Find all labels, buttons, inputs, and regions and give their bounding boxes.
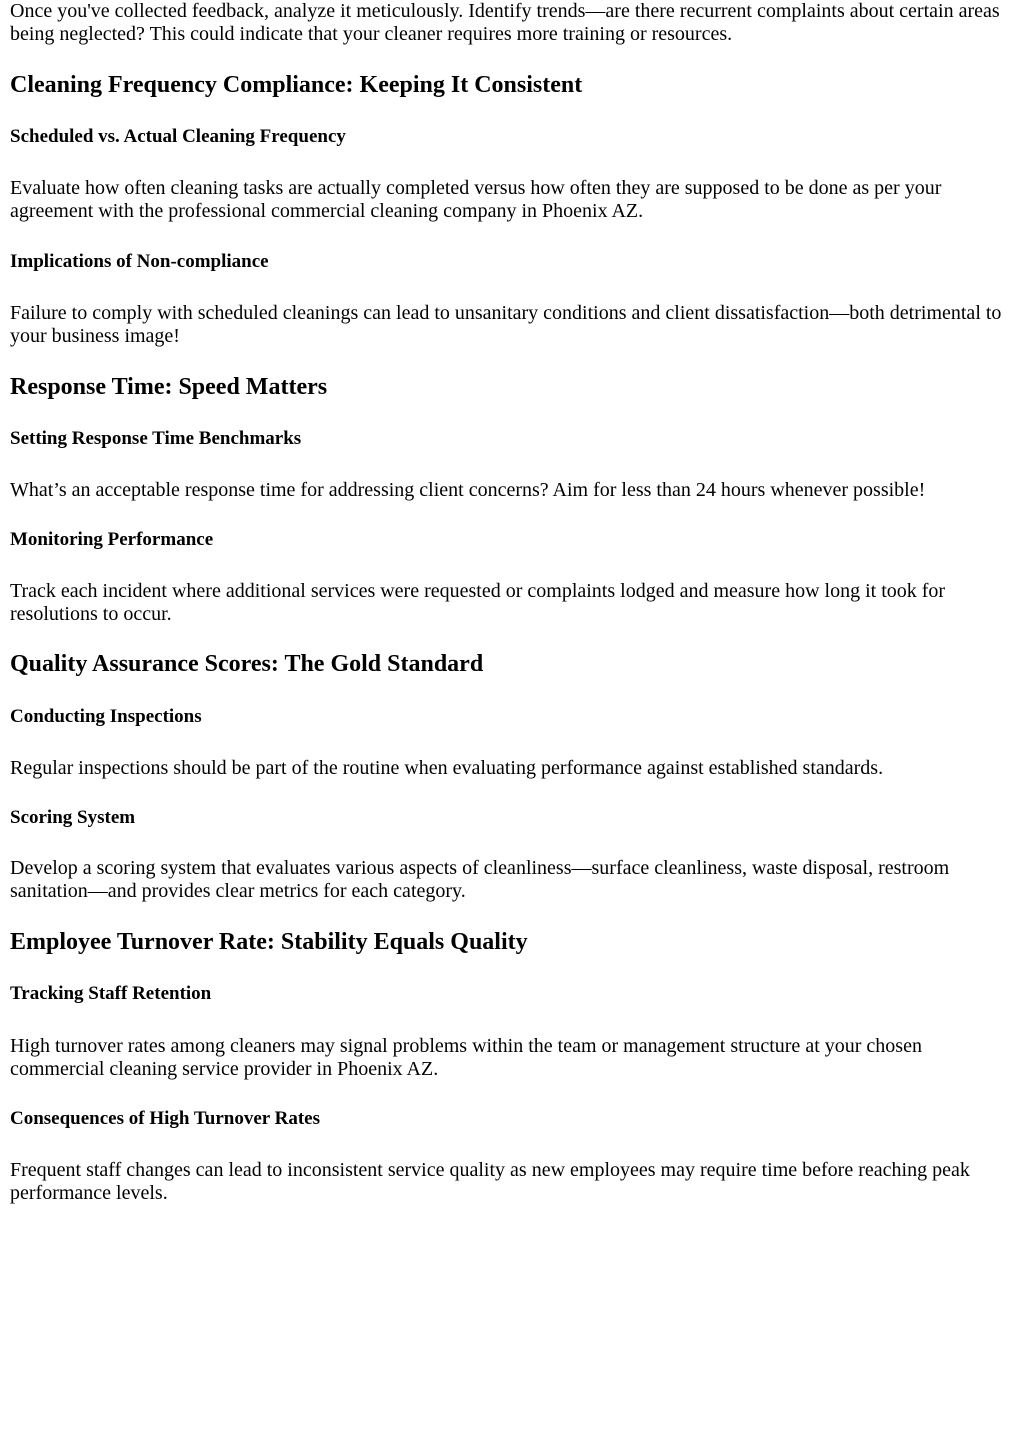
section-heading-employee-turnover: Employee Turnover Rate: Stability Equals Quality <box>10 929 528 955</box>
subsection-heading-conducting-inspections: Conducting Inspections <box>10 706 202 727</box>
section-heading-cleaning-frequency: Cleaning Frequency Compliance: Keeping It Consistent <box>10 72 583 98</box>
subsection-heading-staff-retention: Tracking Staff Retention <box>10 983 212 1004</box>
intro-paragraph: Once you've collected feedback, analyze it meticulously. Identify trends—are there recurrent complaints about certain areas being neglected? This could indicate that your cleaner requires more training or resources. <box>10 0 1000 45</box>
section-heading-response-time: Response Time: Speed Matters <box>10 374 328 400</box>
section-heading-quality-assurance: Quality Assurance Scores: The Gold Standard <box>10 651 484 677</box>
subsection-heading-turnover-consequences: Consequences of High Turnover Rates <box>10 1108 321 1129</box>
paragraph-scheduled-vs-actual: Evaluate how often cleaning tasks are actually completed versus how often they are supposed to be done as per your agreement with the professional commercial cleaning company in Phoenix AZ. <box>10 177 942 222</box>
subsection-heading-response-benchmarks: Setting Response Time Benchmarks <box>10 428 302 449</box>
paragraph-response-benchmarks: What’s an acceptable response time for addressing client concerns? Aim for less than 24 hours whenever possible! <box>10 479 926 501</box>
subsection-heading-scoring-system: Scoring System <box>10 807 136 828</box>
paragraph-conducting-inspections: Regular inspections should be part of the routine when evaluating performance against established standards. <box>10 757 884 779</box>
subsection-heading-scheduled-vs-actual: Scheduled vs. Actual Cleaning Frequency <box>10 126 346 147</box>
subsection-heading-non-compliance: Implications of Non-compliance <box>10 251 269 272</box>
subsection-heading-monitoring-performance: Monitoring Performance <box>10 529 214 550</box>
paragraph-non-compliance: Failure to comply with scheduled cleanings can lead to unsanitary conditions and client dissatisfaction—both detrimental to your business image! <box>10 302 1002 347</box>
paragraph-staff-retention: High turnover rates among cleaners may signal problems within the team or management structure at your chosen commercial cleaning service provider in Phoenix AZ. <box>10 1035 922 1080</box>
paragraph-monitoring-performance: Track each incident where additional services were requested or complaints lodged and measure how long it took for resolutions to occur. <box>10 580 946 625</box>
paragraph-scoring-system: Develop a scoring system that evaluates various aspects of cleanliness—surface cleanliness, waste disposal, restroom sanitation—and provides clear metrics for each category. <box>10 857 950 902</box>
paragraph-turnover-consequences: Frequent staff changes can lead to inconsistent service quality as new employees may require time before reaching peak performance levels. <box>10 1159 970 1204</box>
